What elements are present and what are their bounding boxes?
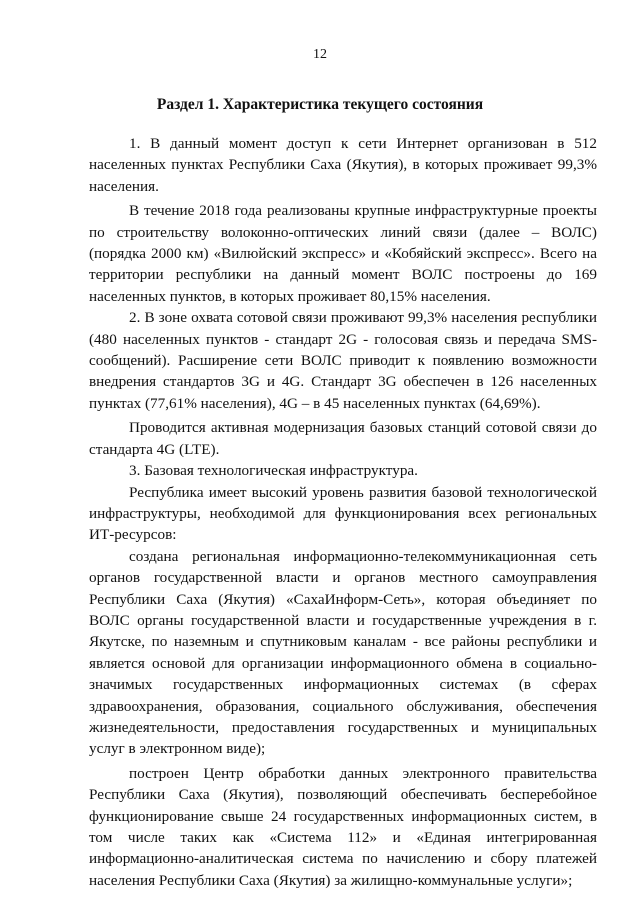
paragraph-data-center: построен Центр обработки данных электронного правительства Республики Саха (Якутия), позволяющий обеспечивать бесперебойное функционирование свыше 24 государственных информационных систем, в том числе таких как «Система 112» и «Единая интегрированная информационно-аналитическая система по начислению и сбору платежей населения Республики Саха (Якутия) за жилищно-коммунальные услуги»; [89,764,597,889]
paragraph-lte-modernization: Проводится активная модернизация базовых станций сотовой связи до стандарта 4G (LTE). [89,419,597,458]
paragraph-infrastructure-intro: Республика имеет высокий уровень развития базовой технологической инфраструктуры, необходимой для функционирования всех региональных ИТ-ресурсов: [89,483,597,544]
document-body [89,133,597,891]
paragraph-cellular-coverage: 2. В зоне охвата сотовой связи проживают 99,3% населения республики (480 населенных пунктов - стандарт 2G - голосовая связь и передача SMS-сообщений). Расширение сети ВОЛС приводит к появлению возможности внедрения стандартов 3G и 4G. Стандарт 3G обеспечен в 126 населенных пунктах (77,61% населения), 4G – в 45 населенных пунктах (64,69%). [89,309,597,412]
paragraph-fiber-projects: В течение 2018 года реализованы крупные инфраструктурные проекты по строительству волоконно-оптических линий связи (далее – ВОЛС) (порядка 2000 км) «Вилюйский экспресс» и «Кобяйский экспресс». Всего на территории республики на данный момент ВОЛС построены до 169 населенных пунктов, в которых проживает 80,15% населения. [89,202,597,305]
paragraph-regional-network: создана региональная информационно-телекоммуникационная сеть органов государственной власти и органов местного самоуправления Республики Саха (Якутия) «СахаИнформ-Сеть», которая объединяет по ВОЛС органы государственной власти и государственные учреждения в г. Якутске, по наземным и спутниковым каналам - все районы республики и является основой для организации информационного обмена в социально-значимых государственных информационных системах (в сферах здравоохранения, образования, социального обслуживания, обеспечения жизнедеятельности, предоставления государственных и муниципальных услуг в электронном виде); [89,547,597,758]
section-title: Раздел 1. Характеристика текущего состояния [156,96,484,113]
paragraph-internet-access: 1. В данный момент доступ к сети Интернет организован в 512 населенных пунктах Республики Саха (Якутия), в которых проживает 99,3% населения. [89,135,597,195]
page-number: 12 [313,47,327,62]
paragraph-infrastructure-heading: 3. Базовая технологическая инфраструктура. [129,462,418,480]
